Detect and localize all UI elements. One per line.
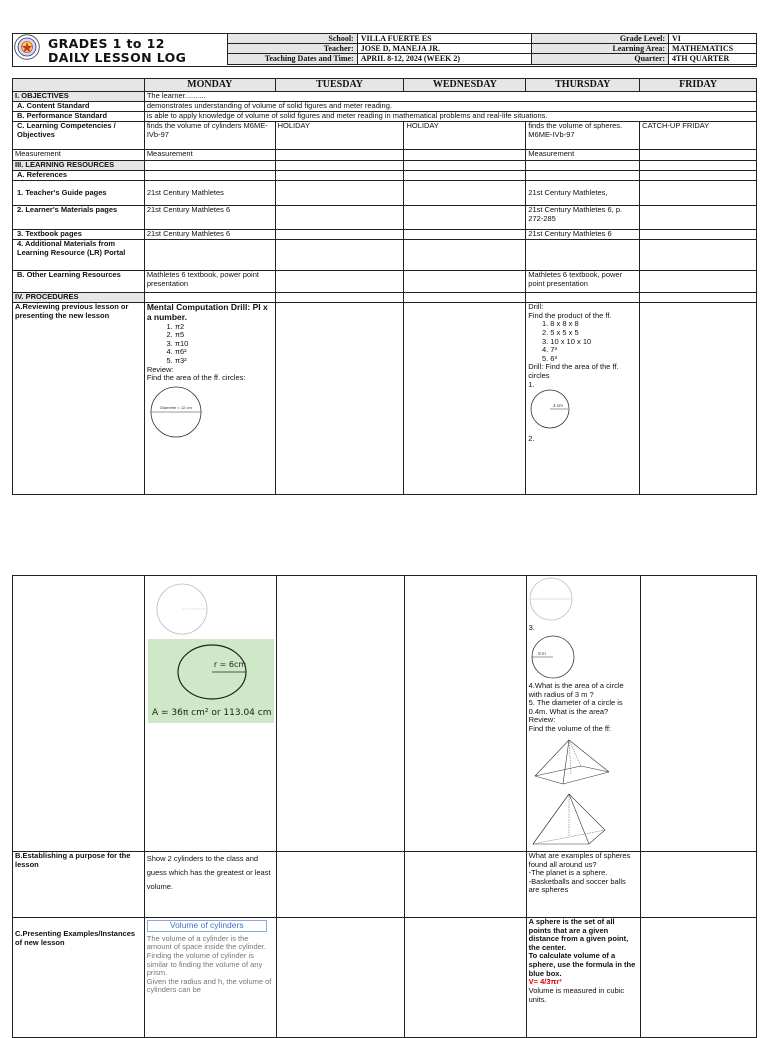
empty-cell <box>13 576 145 852</box>
volume-of-cylinders-box: Volume of cylinders <box>147 920 267 932</box>
empty-cell <box>275 230 404 240</box>
item-number: 3. <box>528 622 535 632</box>
review-row <box>13 303 757 495</box>
info-row <box>228 34 757 44</box>
dates-value: APRIL 8-12, 2024 (WEEK 2) <box>357 54 532 64</box>
procedures-row <box>13 293 757 303</box>
empty-cell <box>275 303 404 495</box>
circle-diagram <box>147 386 207 438</box>
examples-thursday <box>526 917 640 1037</box>
empty-cell <box>275 171 404 181</box>
empty-cell <box>640 240 757 271</box>
tb-thursday: 21st Century Mathletes 6 <box>526 230 640 240</box>
tg-monday: 21st Century Mathletes <box>144 181 275 206</box>
dates-label: Teaching Dates and Time: <box>228 54 358 64</box>
empty-cell <box>640 206 757 230</box>
review-row-continued <box>13 576 757 852</box>
empty-cell <box>405 576 526 852</box>
empty-cell <box>275 181 404 206</box>
circle-label: 4 cm <box>553 403 564 409</box>
pyramid-diagram <box>529 736 615 788</box>
empty-cell <box>404 181 526 206</box>
additional-materials-row <box>13 240 757 271</box>
examples-row <box>13 917 757 1037</box>
textbook-label: 3. Textbook pages <box>13 230 145 240</box>
other-resources-label: B. Other Learning Resources <box>13 271 145 293</box>
empty-cell <box>526 240 640 271</box>
day-monday: MONDAY <box>144 79 275 92</box>
school-value: VILLA FUERTE ES <box>357 34 532 44</box>
empty-cell <box>276 851 404 917</box>
content-standard-label: A. Content Standard <box>13 102 145 112</box>
empty-cell <box>276 917 404 1037</box>
performance-standard-row <box>13 112 757 122</box>
empty-cell <box>144 171 275 181</box>
day-header-row <box>13 79 757 92</box>
empty-cell <box>526 293 640 303</box>
review-text: Find the area of the ff. circles: <box>146 373 246 383</box>
radius-label: r = 6cm <box>213 659 246 669</box>
review-monday-continued <box>144 576 276 852</box>
purpose-thursday: What are examples of spheres found all around us? -The planet is a sphere. -Basketballs and soccer balls are spheres <box>526 851 640 917</box>
review-text: Find the volume of the ff: <box>528 724 612 733</box>
empty-cell <box>404 206 526 230</box>
objectives-row <box>13 92 757 102</box>
competency-tuesday: HOLIDAY <box>275 122 404 150</box>
drill2-text: Drill: Find the area of the ff. circles <box>528 362 619 380</box>
sphere-formula: V= 4/3πr³ <box>528 977 562 987</box>
product-list <box>528 320 637 363</box>
textbook-row <box>13 230 757 240</box>
learners-materials-label: 2. Learner's Materials pages <box>13 206 145 230</box>
quarter-label: Quarter: <box>532 54 669 64</box>
drill-item: 1. π2 <box>175 323 273 332</box>
drill-heading: Drill: <box>528 302 544 311</box>
drill-title: Mental Computation Drill: PI x a number. <box>146 302 268 322</box>
empty-cell <box>640 181 757 206</box>
quarter-value: 4TH QUARTER <box>669 54 757 64</box>
circle-diagram <box>528 389 572 429</box>
empty-cell <box>526 171 640 181</box>
empty-cell <box>404 161 526 171</box>
question-5: 5. The diameter of a circle is 0.4m. What is the area? <box>528 698 623 716</box>
empty-cell <box>526 161 640 171</box>
header-info-table <box>227 33 757 65</box>
item-number: 1. <box>528 379 535 389</box>
empty-cell <box>640 150 757 161</box>
product-item: 4. 7³ <box>550 346 637 355</box>
empty-cell <box>640 917 757 1037</box>
product-item: 1. 8 x 8 x 8 <box>550 320 637 329</box>
teacher-label: Teacher: <box>228 44 358 54</box>
circle-diagram <box>155 582 211 636</box>
content-row <box>13 150 757 161</box>
empty-cell <box>405 851 526 917</box>
area-answer: A = 36π cm² or 113.04 cm <box>151 707 272 718</box>
competency-friday: CATCH-UP FRIDAY <box>640 122 757 150</box>
corner-cell <box>13 79 145 92</box>
circle-label: Diameter = 12 cm <box>159 404 192 410</box>
empty-cell <box>144 293 275 303</box>
review-label: A.Reviewing previous lesson or presenting the new lesson <box>13 303 145 495</box>
empty-cell <box>640 293 757 303</box>
circle-diagram <box>529 635 577 679</box>
question-4: 4.What is the area of a circle with radius of 3 m ? <box>528 680 624 699</box>
cylinder-explanation: The volume of a cylinder is the amount of space inside the cylinder. Finding the volume of cylinder is similar to finding the volume of any prism. Given the radius and h, the volume of cylinders can be <box>146 933 272 995</box>
drill-item: 2. π5 <box>175 331 273 340</box>
learners-materials-row <box>13 206 757 230</box>
empty-cell <box>640 230 757 240</box>
competency-monday: finds the volume of cylinders M6ME-IVb-97 <box>144 122 275 150</box>
review-monday <box>144 303 275 495</box>
empty-cell <box>275 150 404 161</box>
volume-units-text: Volume is measured in cubic units. <box>528 985 625 1004</box>
examples-monday <box>144 917 276 1037</box>
day-thursday: THURSDAY <box>526 79 640 92</box>
competency-wednesday: HOLIDAY <box>404 122 526 150</box>
performance-standard-text: is able to apply knowledge of volume of solid figures and meter reading in mathematical problems and real-life situations. <box>144 112 756 122</box>
references-row <box>13 171 757 181</box>
drill-item: 5. π3² <box>175 357 273 366</box>
empty-cell <box>144 240 275 271</box>
other-monday: Mathletes 6 textbook, power point presentation <box>144 271 275 293</box>
empty-cell <box>144 161 275 171</box>
lesson-log-table-continued <box>12 575 757 1038</box>
lesson-log-table <box>12 78 757 495</box>
teachers-guide-row <box>13 181 757 206</box>
product-item: 2. 5 x 5 x 5 <box>550 329 637 338</box>
grade-level-label: Grade Level: <box>532 34 669 44</box>
purpose-monday: Show 2 cylinders to the class and guess which has the greatest or least volume. <box>144 851 276 917</box>
empty-cell <box>404 303 526 495</box>
prism-diagram <box>529 792 615 848</box>
other-resources-row <box>13 271 757 293</box>
tb-monday: 21st Century Mathletes 6 <box>144 230 275 240</box>
objectives-heading: I. OBJECTIVES <box>13 92 145 102</box>
learning-area-label: Learning Area: <box>532 44 669 54</box>
product-item: 3. 10 x 10 x 10 <box>550 338 637 347</box>
empty-cell <box>275 206 404 230</box>
content-label: Measurement <box>13 150 145 161</box>
day-friday: FRIDAY <box>640 79 757 92</box>
empty-cell <box>404 293 526 303</box>
drill-item: 3. π10 <box>175 340 273 349</box>
lm-thursday: 21st Century Mathletes 6, p. 272-285 <box>526 206 640 230</box>
teacher-value: JOSE D, MANEJA JR. <box>357 44 532 54</box>
grade-level-value: VI <box>669 34 757 44</box>
drill-item: 4. π6² <box>175 348 273 357</box>
empty-cell <box>640 303 757 495</box>
empty-cell <box>405 917 526 1037</box>
competency-thursday: finds the volume of spheres. M6ME-IVb-97 <box>526 122 640 150</box>
school-label: School: <box>228 34 358 44</box>
empty-cell <box>275 240 404 271</box>
day-wednesday: WEDNESDAY <box>404 79 526 92</box>
competencies-label: C. Learning Competencies / Objectives <box>13 122 145 150</box>
lm-monday: 21st Century Mathletes 6 <box>144 206 275 230</box>
empty-cell <box>275 293 404 303</box>
circle-label: 5 m <box>537 651 546 657</box>
empty-cell <box>275 161 404 171</box>
learning-area-value: MATHEMATICS <box>669 44 757 54</box>
purpose-label: B.Establishing a purpose for the lesson <box>13 851 145 917</box>
performance-standard-label: B. Performance Standard <box>13 112 145 122</box>
references-label: A. References <box>13 171 145 181</box>
review-heading: Review: <box>146 364 174 374</box>
empty-cell <box>404 150 526 161</box>
empty-cell <box>404 271 526 293</box>
title-line-1: GRADES 1 to 12 <box>48 36 165 51</box>
other-thursday: Mathletes 6 textbook, power point presentation <box>526 271 640 293</box>
empty-cell <box>404 230 526 240</box>
learner-text: The learner.......... <box>144 92 756 102</box>
product-item: 5. 6³ <box>550 355 637 364</box>
circle-diagram <box>529 577 573 621</box>
review-thursday-continued <box>526 576 640 852</box>
drill-text: Find the product of the ff. <box>528 310 612 320</box>
sphere-definition: A sphere is the set of all points that are a given distance from a given point, the center. To calculate volume of a sphere, use the formula in the blue box. <box>528 916 636 978</box>
competencies-row <box>13 122 757 150</box>
empty-cell <box>276 576 404 852</box>
info-row <box>228 44 757 54</box>
content-thursday: Measurement <box>526 150 640 161</box>
procedures-heading: IV. PROCEDURES <box>13 293 145 303</box>
day-tuesday: TUESDAY <box>275 79 404 92</box>
tg-thursday: 21st Century Mathletes, <box>526 181 640 206</box>
empty-cell <box>404 171 526 181</box>
area-solution-image <box>148 639 274 723</box>
drill-list <box>147 323 273 366</box>
content-standard-text: demonstrates understanding of volume of solid figures and meter reading. <box>144 102 756 112</box>
empty-cell <box>640 171 757 181</box>
item-number: 2. <box>528 433 535 443</box>
resources-row <box>13 161 757 171</box>
empty-cell <box>640 161 757 171</box>
empty-cell <box>640 851 757 917</box>
additional-materials-label: 4. Additional Materials from Learning Resource (LR) Portal <box>13 240 145 271</box>
content-monday: Measurement <box>144 150 275 161</box>
review-heading: Review: <box>528 715 556 725</box>
empty-cell <box>640 271 757 293</box>
teachers-guide-label: 1. Teacher's Guide pages <box>13 181 145 206</box>
title-line-2: DAILY LESSON LOG <box>48 50 187 65</box>
review-thursday <box>526 303 640 495</box>
resources-heading: III. LEARNING RESOURCES <box>13 161 145 171</box>
content-standard-row <box>13 102 757 112</box>
info-row <box>228 54 757 64</box>
empty-cell <box>275 271 404 293</box>
empty-cell <box>404 240 526 271</box>
empty-cell <box>640 576 757 852</box>
area-drawing <box>148 639 274 723</box>
examples-label: C.Presenting Examples/Instances of new lesson <box>13 917 145 1037</box>
purpose-row <box>13 851 757 917</box>
